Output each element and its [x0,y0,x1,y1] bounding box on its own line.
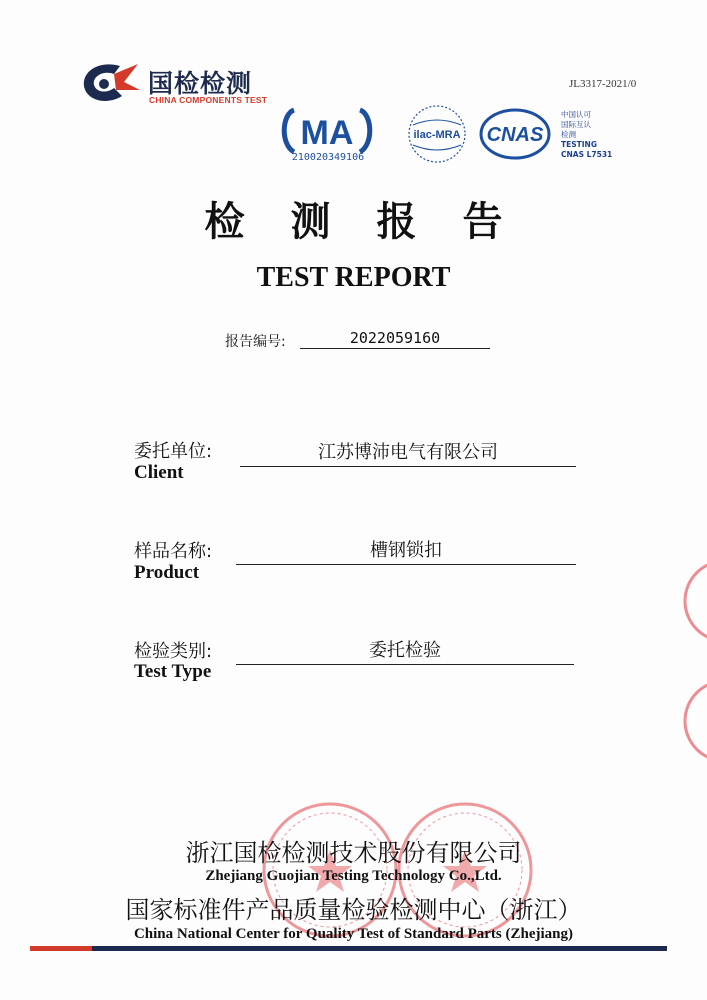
edge-seal-icon [680,676,707,766]
organization-name-cn: 浙江国检检测技术股份有限公司 [185,839,522,867]
product-label-en: Product [134,562,200,583]
client-label-cn: 委托单位: [134,441,213,462]
product-label-cn: 样品名称: [134,541,213,562]
company-logo-text: 国检检测 [148,69,253,98]
report-number-label: 报告编号: [225,334,286,350]
title-english: TEST REPORT [256,262,451,293]
svg-text:ilac-MRA: ilac-MRA [413,129,461,141]
center-name-en: China National Center for Quality Test of Standard Parts (Zhejiang) [133,926,574,942]
cma-number: 210020349106 [291,152,365,163]
report-number-value: 2022059160 [300,329,490,349]
test-type-label-cn: 检验类别: [134,641,213,662]
cnas-mark-icon [479,108,551,160]
client-label-en: Client [134,462,184,483]
company-logo-subtitle: CHINA COMPONENTS TEST [149,95,268,105]
footer-color-bar [30,946,667,951]
client-value: 江苏博沛电气有限公司 [240,438,576,467]
document-code: JL3317-2021/0 [569,78,637,90]
edge-seal-icon [680,556,707,646]
ilac-mra-icon [405,103,469,165]
cnas-accreditation-text: 中国认可 国际互认 检测 TESTING CNAS L7531 [561,110,613,159]
test-type-value: 委托检验 [236,636,574,665]
svg-text:CNAS: CNAS [486,124,544,146]
product-value: 槽钢锁扣 [236,536,576,565]
test-type-label-en: Test Type [134,661,212,682]
center-name-cn: 国家标准件产品质量检验检测中心（浙江） [125,896,582,924]
svg-text:MA: MA [300,114,354,152]
title-chinese: 检测报告 [204,199,549,245]
company-logo-icon [80,60,144,106]
organization-name-en: Zhejiang Guojian Testing Technology Co.,Ltd. [205,868,502,884]
